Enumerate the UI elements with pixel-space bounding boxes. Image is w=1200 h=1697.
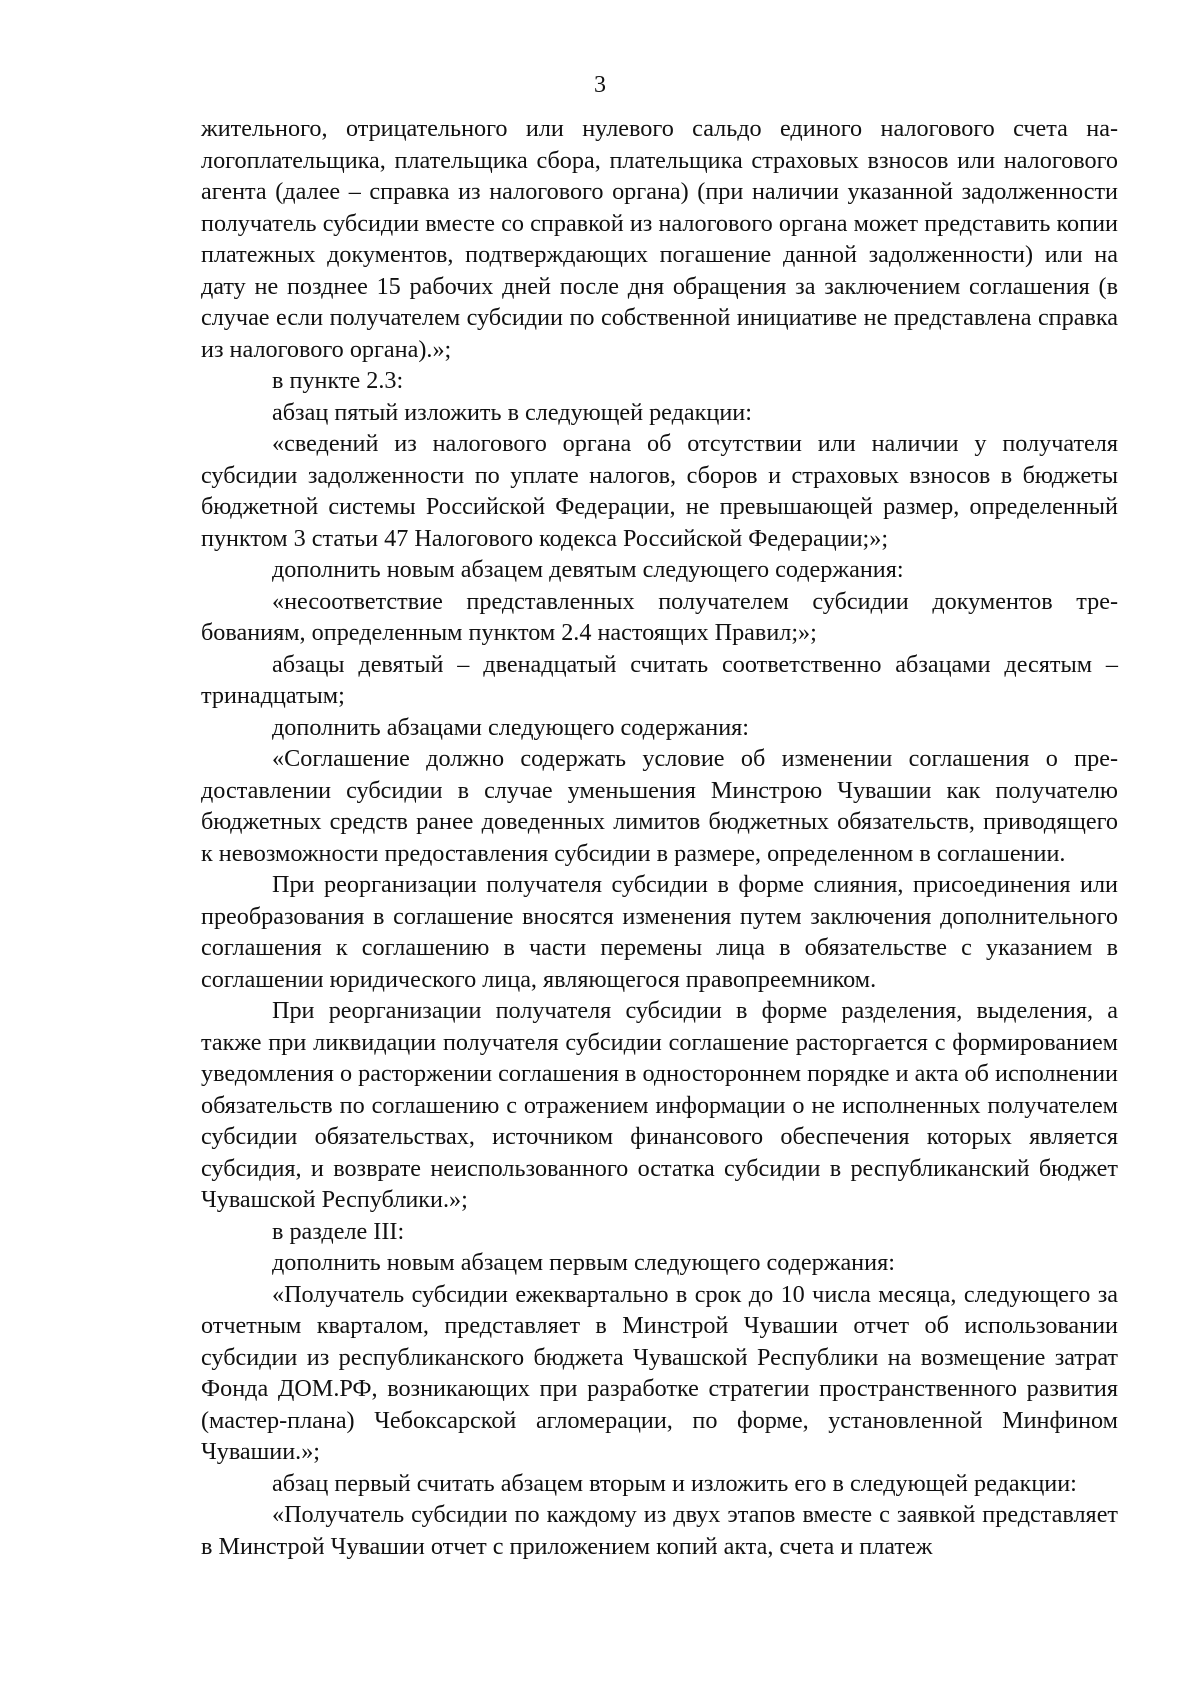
paragraph: дополнить новым абзацем девятым следующего содержания: xyxy=(272,556,904,583)
paragraph: в пункте 2.3: xyxy=(272,367,404,394)
paragraph: дополнить абзацами следующего содержания: xyxy=(272,713,749,741)
paragraph: абзац пятый изложить в следующей редакции: xyxy=(272,398,752,426)
paragraph: абзац первый считать абзацем вторым и изложить его в следующей редакции: xyxy=(272,1469,1077,1497)
paragraph: дополнить новым абзацем первым следующего содержания: xyxy=(272,1249,895,1276)
paragraph: «Соглашение должно содержать условие об изменении соглашения о предоставлении субсидии в случае уменьшения Минстрою Чувашии как получателю бюджетных средств ранее доведенных лимитов бюджетных обязательств, приводящего к невозможности предоставления субсидии в размере, определенном в соглашении. xyxy=(201,745,1118,867)
paragraph: «Получатель субсидии по каждому из двух этапов вместе с заявкой представляет в Минстрой Чувашии отчет с приложением копий акта, счета и платеж xyxy=(201,1501,1118,1560)
paragraph: жительного, отрицательного или нулевого сальдо единого налогового счета налогоплательщика, плательщика сбора, плательщика страховых взносов или налогового агента (далее – справка из налогового органа) (при наличии указанной задолженности получатель субсидии вместе со справкой из налогового органа может представить копии платежных документов, подтверждающих погашение данной задолженности) или на дату не позднее 15 рабочих дней после дня обращения за заключением соглашения (в случае если получателем субсидии по собственной инициативе не представлена справка из налогового органа).»; xyxy=(201,115,1118,363)
paragraph: «несоответствие представленных получателем субсидии документов требованиям, определенным пунктом 2.4 настоящих Правил;»; xyxy=(201,587,1118,646)
paragraph: в разделе III: xyxy=(272,1217,405,1245)
paragraph: При реорганизации получателя субсидии в форме разделения, выделения, а также при ликвидации получателя субсидии соглашение расторгается с формированием уведомления о расторжении соглашения в одностороннем порядке и акта об исполнении обязательств по соглашению с отражением информации о не исполненных получателем субсидии обязательствах, источником финансового обеспечения которых является субсидия, и возврате неиспользованного остатка субсидии в республиканский бюджет Чувашской Республики.»; xyxy=(201,997,1118,1213)
paragraph: «Получатель субсидии ежеквартально в срок до 10 числа месяца, следующего за отчетным кварталом, представляет в Минстрой Чувашии отчет об использовании субсидии из республиканского бюджета Чувашской Республики на возмещение затрат Фонда ДОМ.РФ, возникающих при разработке стратегии пространственного развития (мастер-плана) Чебоксарской агломерации, по форме, установленной Минфином Чувашии.»; xyxy=(201,1280,1118,1465)
paragraph: «сведений из налогового органа об отсутствии или наличии у получателя субсидии задолженности по уплате налогов, сборов и страховых взносов в бюджеты бюджетной системы Российской Федерации, не превышающей размер, определенный пунктом 3 статьи 47 Налогового кодекса Российской Федерации;»; xyxy=(201,430,1118,552)
page-number: 3 xyxy=(594,72,606,98)
paragraph: При реорганизации получателя субсидии в форме слияния, присоединения или преобразования в соглашение вносятся изменения путем заключения дополнительного соглашения к соглашению в части перемены лица в обязательстве с указанием в соглашении юридического лица, являющегося правопреемником. xyxy=(201,871,1118,993)
paragraph: абзацы девятый – двенадцатый считать соответственно абзацами десятым – тринадцатым; xyxy=(201,650,1118,709)
document-body xyxy=(201,113,1118,1562)
